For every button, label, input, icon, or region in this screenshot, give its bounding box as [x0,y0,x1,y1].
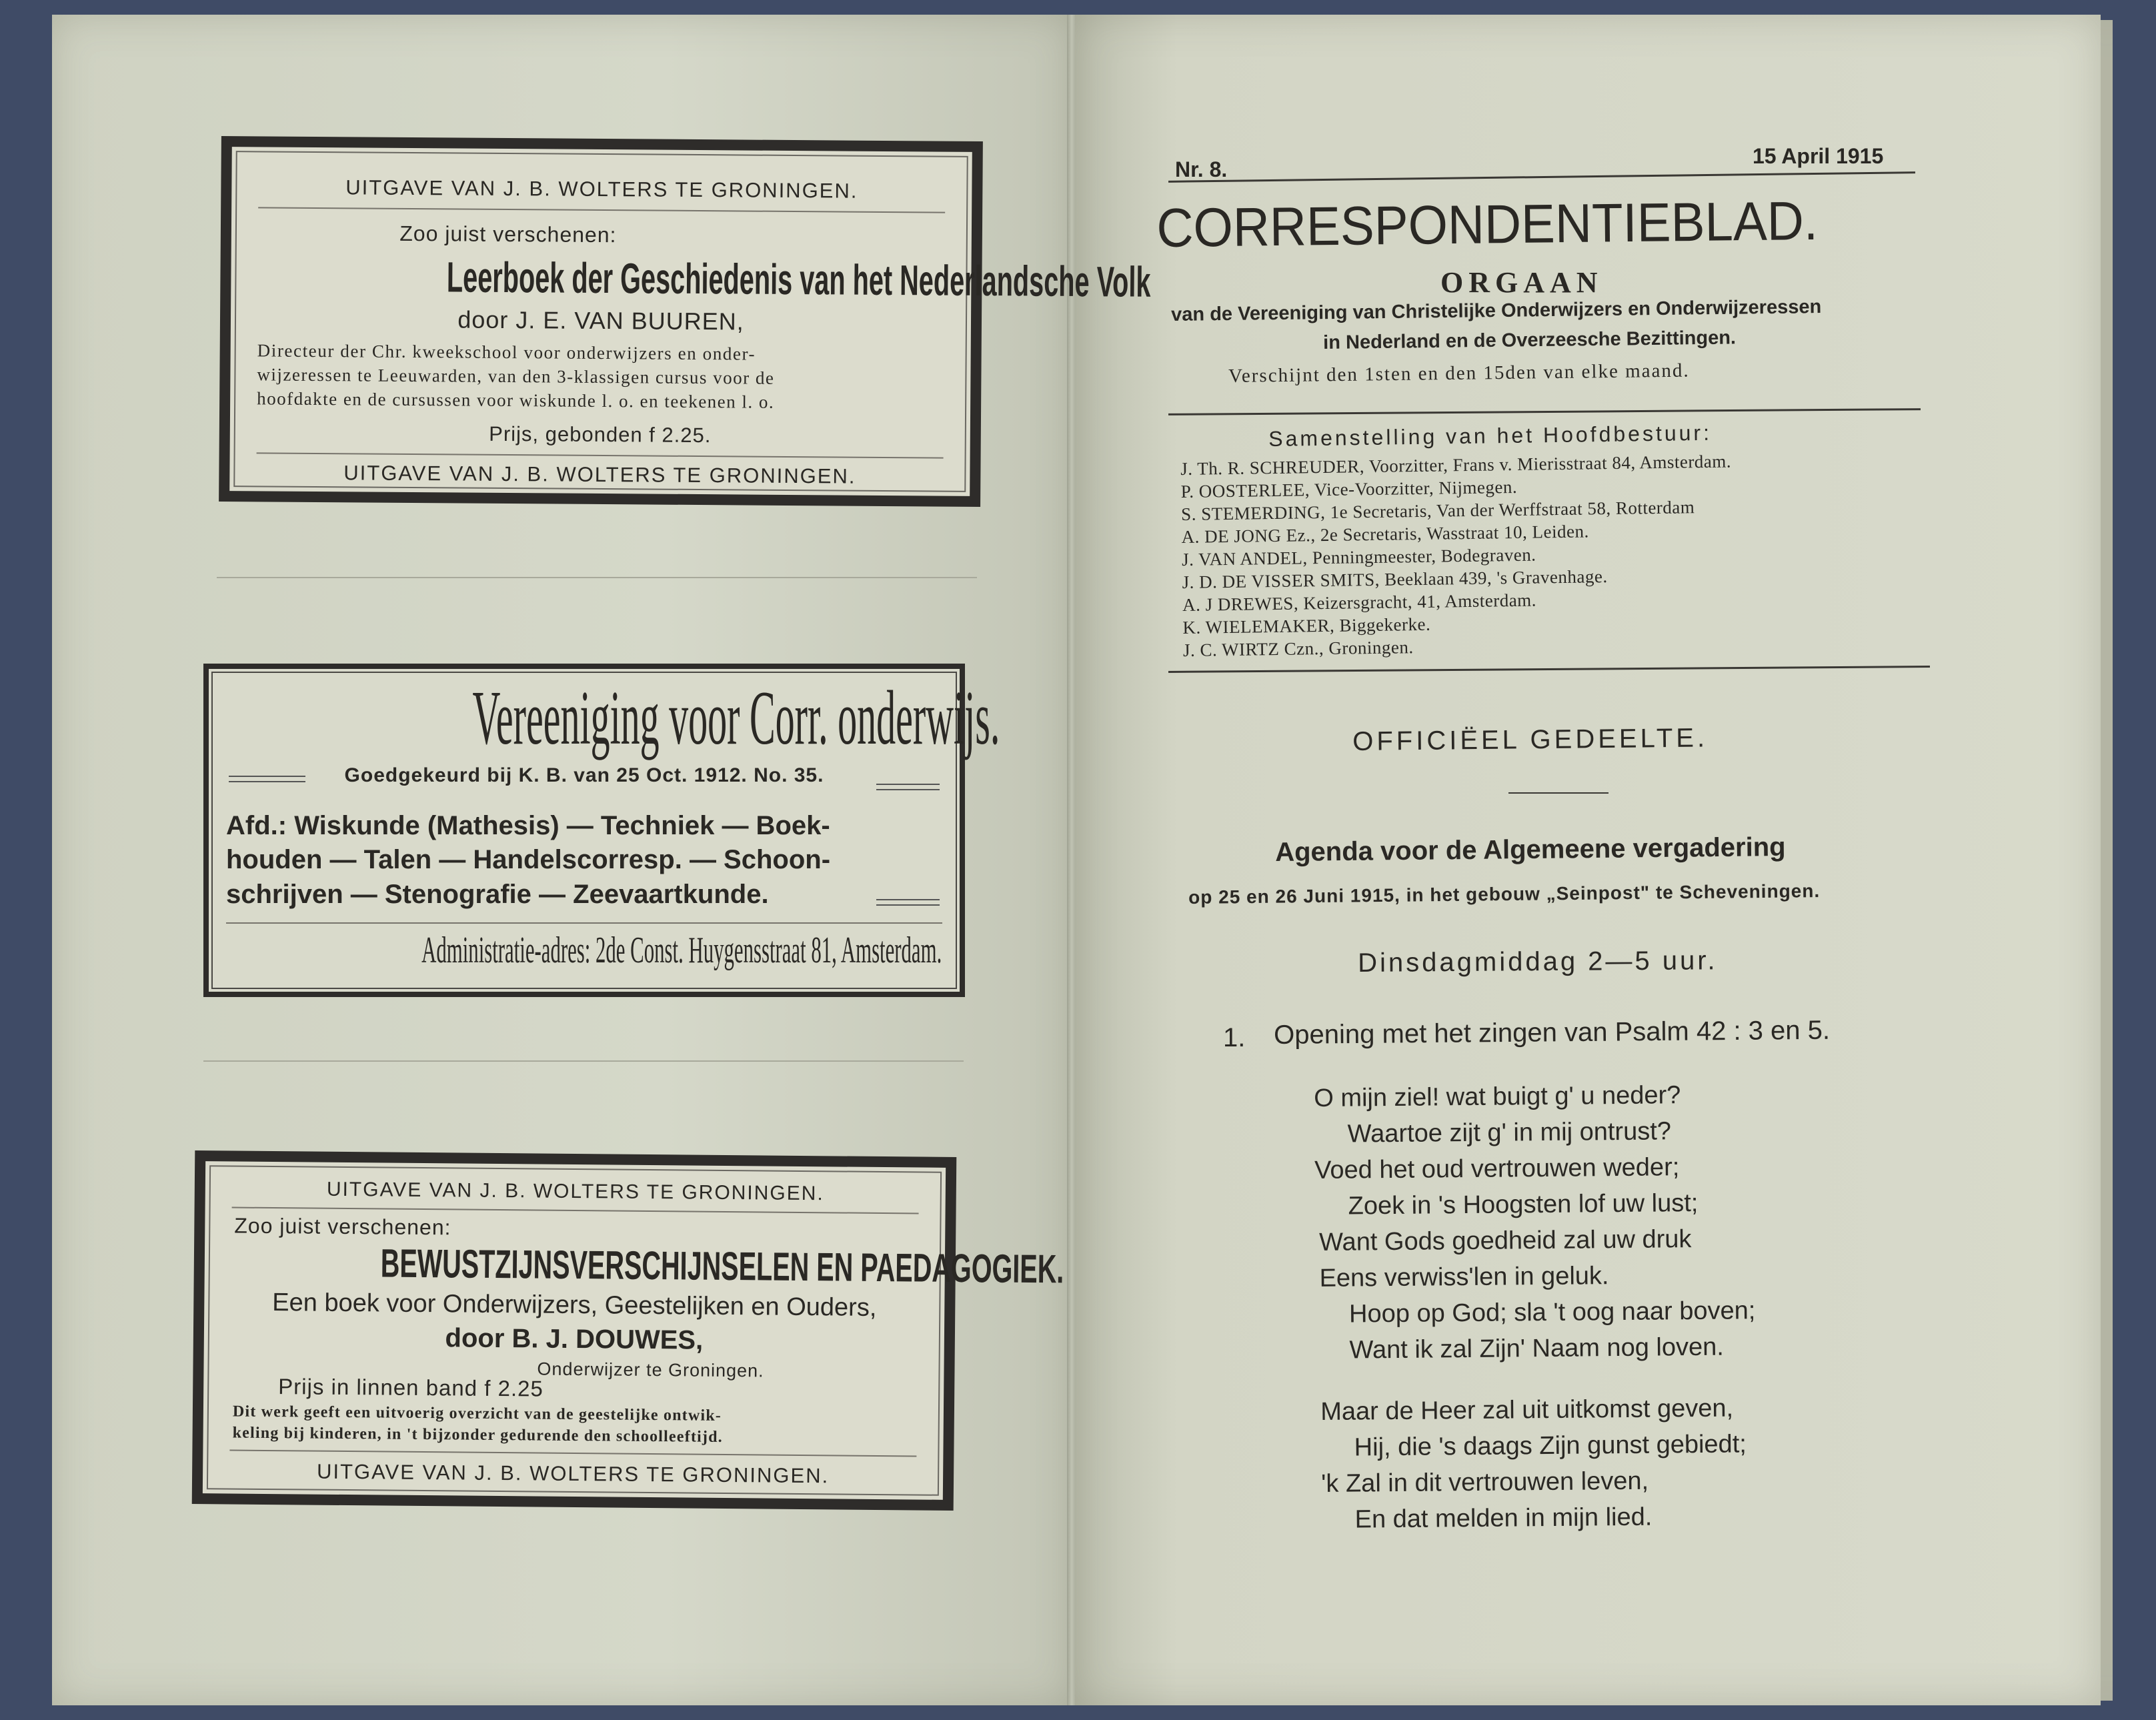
ad-footer: UITGAVE VAN J. B. WOLTERS TE GRONINGEN. [343,461,856,488]
verse-line: Waartoe zijt g' in mij ontrust? [1347,1117,1672,1148]
issue-date: 15 April 1915 [1753,144,1884,168]
masthead: CORRESPONDENTIEBLAD. [1156,190,1819,259]
verse-line: O mijn ziel! wat buigt g' u neder? [1314,1081,1681,1112]
ad-address: Administratie-adres: 2de Const. Huygensstraat 81, Amsterdam. [421,930,942,971]
ad-desc-line-1: Directeur der Chr. kweekschool voor onderwijzers en onder- [257,340,756,364]
psalm-verse-2 [1320,1390,1747,1538]
ad-desc-line-2: keling bij kinderen, in 't bijzonder gedurende den schoolleeftijd. [232,1424,723,1446]
ad-footer: UITGAVE VAN J. B. WOLTERS TE GRONINGEN. [316,1459,830,1488]
issue-number: Nr. 8. [1175,157,1228,181]
session-time: Dinsdagmiddag 2—5 uur. [1358,946,1718,978]
board-member: J. Th. R. SCHREUDER, Voorzitter, Frans v. Mierisstraat 84, Amsterdam. [1180,451,1732,479]
board-member: J. C. WIRTZ Czn., Groningen. [1182,637,1414,660]
agenda-title: Agenda voor de Algemeene vergadering [1275,832,1786,867]
divider [226,922,942,924]
ad-author-role: Onderwijzer te Groningen. [537,1359,764,1381]
verse-line: Want ik zal Zijn' Naam nog loven. [1349,1333,1725,1365]
short-rule [1508,792,1608,794]
ad-desc-line-2: wijzeressen te Leeuwarden, van den 3-klassigen cursus voor de [257,364,775,388]
ad-author: door B. J. DOUWES, [445,1323,704,1355]
ad-subjects-line-1: Afd.: Wiskunde (Mathesis) — Techniek — Boek- [226,811,830,840]
verse-line: Want Gods goedheid zal uw druk [1318,1225,1692,1256]
frequency: Verschijnt den 1sten en den 15den van elke maand. [1228,359,1690,387]
advertisement-leerboek [219,136,1151,507]
verse-line: Zoek in 's Hoogsten lof uw lust; [1348,1188,1699,1220]
page-edge [2101,20,2113,1701]
ad-desc-line-1: Dit werk geeft een uitvoerig overzicht van de geestelijke ontwik- [232,1403,722,1425]
verse-line: Eens verwiss'len in geluk. [1319,1262,1609,1293]
board-member: J. VAN ANDEL, Penningmeester, Bodegraven. [1181,544,1536,570]
verse-line: 'k Zal in dit vertrouwen leven, [1320,1467,1649,1498]
agenda-subtitle: op 25 en 26 Juni 1915, in het gebouw „Seinpost" te Scheveningen. [1188,880,1821,908]
agenda-item-number: 1. [1223,1023,1246,1052]
ad-price: Prijs, gebonden f 2.25. [489,421,712,448]
verse-line: Hij, die 's daags Zijn gunst gebiedt; [1354,1430,1747,1462]
board-member: S. STEMERDING, 1e Secretaris, Van der Werffstraat 58, Rotterdam [1180,497,1695,524]
board-list [1180,450,1734,662]
ad-desc-line-3: hoofdakte en de cursussen voor wiskunde l. o. en teekenen l. o. [257,388,775,412]
ad-header: UITGAVE VAN J. B. WOLTERS TE GRONINGEN. [345,175,858,203]
section-title: OFFICIËEL GEDEELTE. [1352,723,1709,756]
ad-title: Vereeniging voor Corr. onderwijs. [472,676,1000,761]
divider [876,899,940,906]
board-member: K. WIELEMAKER, Biggekerke. [1182,614,1431,638]
agenda-item-text: Opening met het zingen van Psalm 42 : 3 en 5. [1274,1015,1831,1050]
ad-header: UITGAVE VAN J. B. WOLTERS TE GRONINGEN. [326,1178,824,1205]
ad-title: BEWUSTZIJNSVERSCHIJNSELEN EN PAEDAGOGIEK. [380,1240,1064,1292]
ad-author: door J. E. VAN BUUREN, [457,305,744,335]
advertisement-bewustzijn [192,1150,1064,1511]
verse-line: En dat melden in mijn lied. [1354,1503,1653,1534]
board-member: J. D. DE VISSER SMITS, Beeklaan 439, 's Gravenhage. [1182,566,1608,592]
board-member: P. OOSTERLEE, Vice-Voorzitter, Nijmegen. [1180,476,1518,502]
ad-intro: Zoo juist verschenen: [234,1213,451,1240]
verse-line: Voed het oud vertrouwen weder; [1314,1153,1680,1184]
section-separator [217,577,977,578]
ad-subjects-line-2: houden — Talen — Handelscorresp. — Schoon- [226,845,831,874]
section-separator [203,1060,964,1062]
organ-line-1: van de Vereeniging van Christelijke Onderwijzers en Onderwijzeressen [1171,296,1822,325]
board-member: A. J DREWES, Keizersgracht, 41, Amsterdam. [1182,590,1537,615]
organ-line-2: in Nederland en de Overzeesche Bezittingen. [1323,327,1737,353]
ad-subjects-line-3: schrijven — Stenografie — Zeevaartkunde. [226,880,769,909]
psalm-verse-1 [1314,1076,1756,1369]
board-title: Samenstelling van het Hoofdbestuur: [1268,420,1713,451]
verse-line: Hoop op God; sla 't oog naar boven; [1348,1297,1756,1329]
advertisement-vereeniging [203,664,1000,997]
ad-intro: Zoo juist verschenen: [399,221,617,247]
board-member: A. DE JONG Ez., 2e Secretaris, Wasstraat 10, Leiden. [1181,521,1589,547]
ad-price: Prijs in linnen band f 2.25 [278,1374,544,1401]
ad-subtitle: Een boek voor Onderwijzers, Geestelijken en Ouders, [272,1288,877,1322]
ad-title: Leerboek der Geschiedenis van het Nederlandsche Volk [446,253,1151,306]
verse-line: Maar de Heer zal uit uitkomst geven, [1320,1394,1734,1426]
organ-label: ORGAAN [1440,266,1603,299]
ad-approval: Goedgekeurd bij K. B. van 25 Oct. 1912. No. 35. [344,764,824,786]
